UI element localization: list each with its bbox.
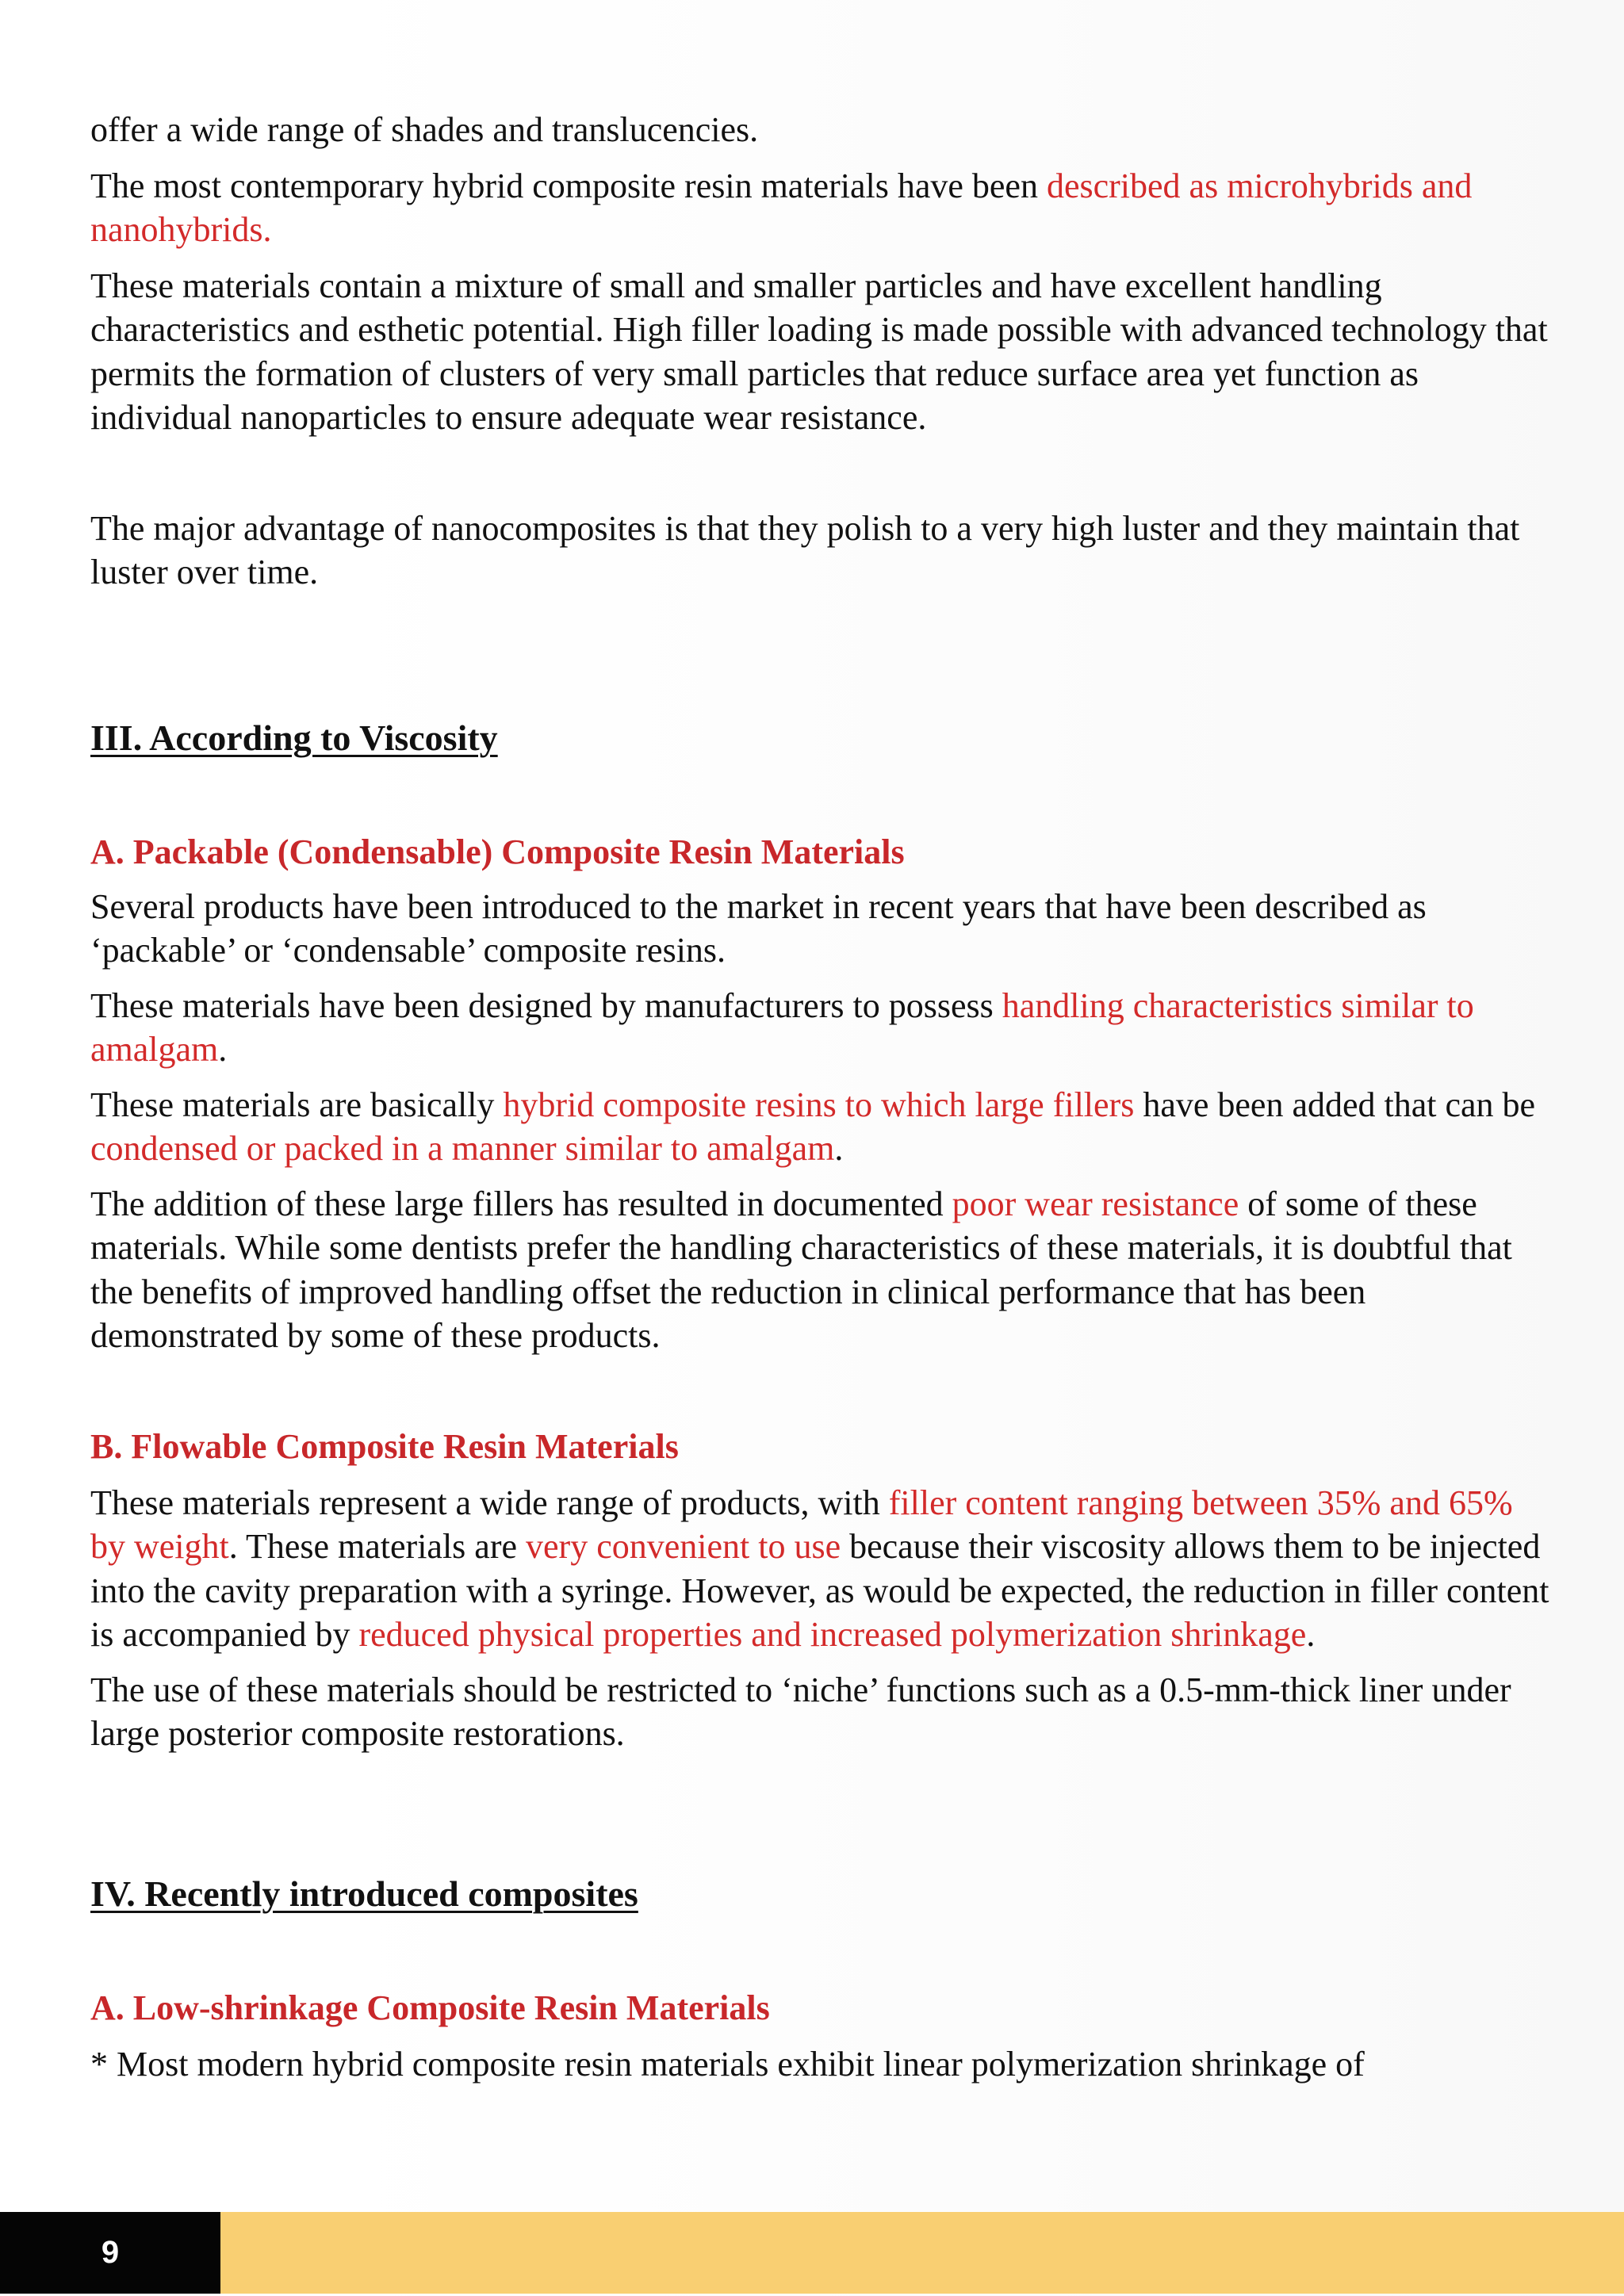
paragraph-packable-wear	[90, 1182, 1549, 1358]
text: have been added that can be	[1134, 1085, 1536, 1124]
highlight-text: condensed or packed in a manner similar to amalgam	[90, 1129, 835, 1168]
text: These materials have been designed by manufacturers to possess	[90, 985, 1002, 1025]
page-number-box	[0, 2212, 220, 2294]
paragraph-flowable	[90, 1481, 1549, 1657]
paragraph-low-shrinkage	[90, 2042, 1549, 2087]
footer-bar	[0, 2212, 1624, 2294]
page-number: 9	[101, 2235, 120, 2270]
text: . These materials are	[228, 1527, 527, 1566]
text: The major advantage of nanocomposites is that they polish to a very high luster and they maintain that luster over time.	[90, 508, 1520, 591]
text: The addition of these large fillers has resulted in documented	[90, 1184, 952, 1223]
subheading-packable: A. Packable (Condensable) Composite Resin Materials	[90, 832, 905, 871]
paragraph-packable-fillers	[90, 1083, 1549, 1171]
subheading-low-shrinkage: A. Low-shrinkage Composite Resin Materials	[90, 1988, 770, 2027]
text: offer a wide range of shades and translucencies.	[90, 110, 759, 149]
paragraph-shades	[90, 108, 1549, 152]
paragraph-particles	[90, 264, 1549, 440]
highlight-text: filler content ranging between 35% and 65% by weight	[90, 1483, 1513, 1566]
text: .	[834, 1129, 844, 1168]
text: Several products have been introduced to the market in recent years that have been described as ‘packable’ or ‘condensable’ composite resins.	[90, 886, 1427, 970]
paragraph-flowable-use	[90, 1668, 1549, 1756]
highlight-text: described as microhybrids and nanohybrids.	[90, 166, 1473, 249]
highlight-text: handling characteristics similar to amalgam	[90, 985, 1474, 1069]
text: The use of these materials should be restricted to ‘niche’ functions such as a 0.5-mm-thick liner under large posterior composite restorations.	[90, 1670, 1511, 1753]
section-heading-recent: IV. Recently introduced composites	[90, 1873, 638, 1914]
text: .	[1306, 1615, 1316, 1654]
section-heading-viscosity: III. According to Viscosity	[90, 717, 498, 758]
document-body	[90, 101, 1549, 2086]
highlight-text: hybrid composite resins to which large fillers	[503, 1085, 1135, 1124]
highlight-text: poor wear resistance	[952, 1184, 1239, 1223]
text: because their viscosity allows them to be injected into the cavity preparation with a syringe. However, as would be expected, the reduction in filler content is accompanied by	[90, 1527, 1549, 1654]
highlight-text: very convenient to use	[526, 1527, 841, 1566]
paragraph-nanocomposites	[90, 507, 1549, 595]
text: .	[218, 1030, 228, 1069]
paragraph-packable-design	[90, 984, 1549, 1072]
text: These materials are basically	[90, 1085, 504, 1124]
paragraph-hybrids	[90, 164, 1549, 252]
text: of some of these materials. While some dentists prefer the handling characteristics of these materials, it is doubtful that the benefits of improved handling offset the reduction in clinical performance that has been demonstrated by some of these products.	[90, 1184, 1512, 1355]
text: These materials contain a mixture of small and smaller particles and have excellent handling characteristics and esthetic potential. High filler loading is made possible with advanced technology that permits the formation of clusters of very small particles that reduce surface area yet function as individual nanoparticles to ensure adequate wear resistance.	[90, 266, 1548, 437]
text: * Most modern hybrid composite resin materials exhibit linear polymerization shrinkage of	[90, 2044, 1365, 2084]
subheading-flowable: B. Flowable Composite Resin Materials	[90, 1426, 679, 1466]
text: The most contemporary hybrid composite resin materials have been	[90, 166, 1047, 205]
highlight-text: reduced physical properties and increased polymerization shrinkage	[358, 1615, 1307, 1654]
text: These materials represent a wide range of products, with	[90, 1483, 889, 1522]
paragraph-packable-intro	[90, 885, 1549, 973]
